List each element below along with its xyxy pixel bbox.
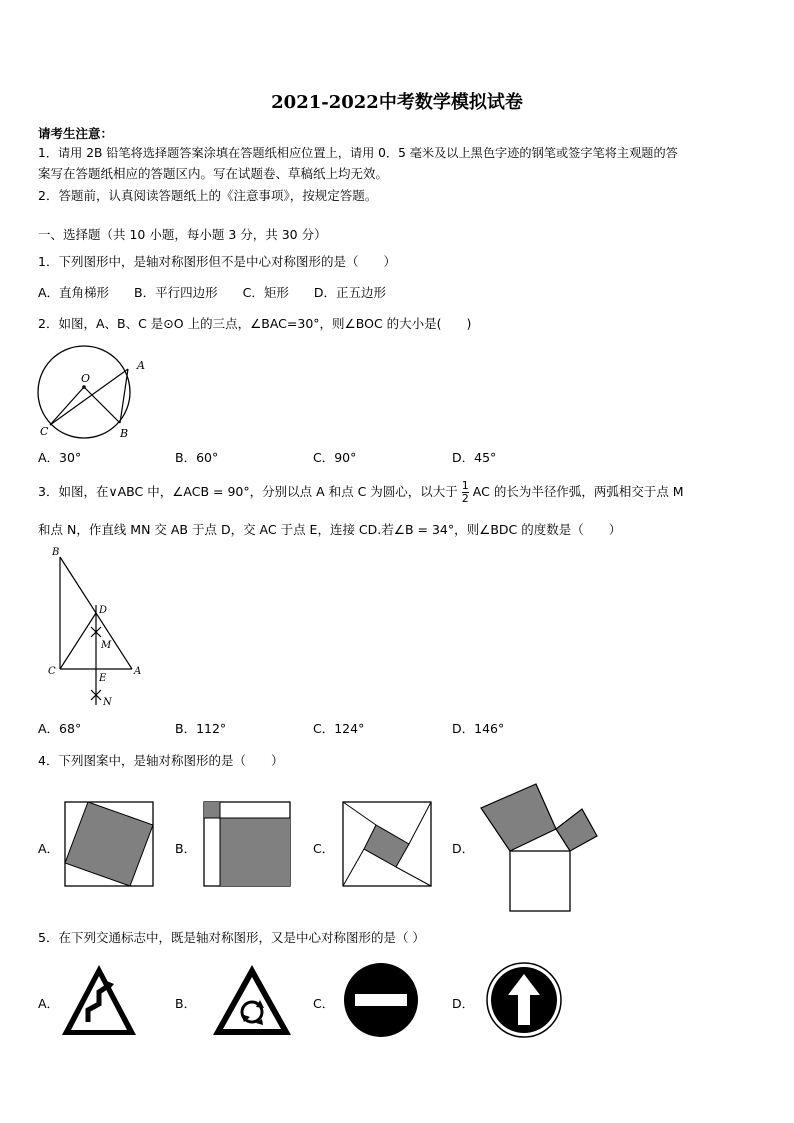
label-c: C — [40, 425, 49, 438]
label-o: O — [81, 372, 91, 385]
label-n: N — [103, 697, 112, 708]
notice-heading: 请考生注意： — [38, 126, 114, 141]
label-a: A — [134, 666, 142, 677]
circle-figure — [36, 345, 146, 440]
question-3-stem-line1 — [38, 476, 684, 508]
question-2-option-a: A．30° — [38, 450, 82, 465]
question-4-option-d: D． — [452, 841, 475, 856]
question-3-option-d: D．146° — [452, 721, 505, 736]
label-d: D — [99, 605, 108, 616]
label-b: B — [52, 547, 60, 558]
notice-line-1a: 1．请用 2B 铅笔将选择题答案涂填在答题纸相应位置上，请用 0．5 毫米及以上黑色字迹的钢笔或签字笔将主观题的答 — [38, 146, 678, 160]
question-5-option-b: B． — [175, 996, 197, 1011]
question-3-option-b: B．112° — [175, 721, 227, 736]
no-entry-sign-icon — [343, 962, 419, 1038]
question-5-option-a: A． — [38, 996, 60, 1011]
pattern-b-figure — [203, 801, 291, 887]
pattern-d-figure — [478, 778, 602, 914]
label-e: E — [99, 673, 107, 684]
winding-road-sign-icon — [60, 962, 138, 1038]
question-2-stem: 2．如图，A、B、C 是⊙O 上的三点，∠BAC=30°，则∠BOC 的大小是( ) — [38, 316, 472, 331]
question-3-stem-line2: 和点 N，作直线 MN 交 AB 于点 D，交 AC 于点 E，连接 CD.若∠B = 34°，则∠BDC 的度数是（ ） — [38, 522, 622, 537]
label-m: M — [101, 640, 112, 651]
question-4-option-a: A． — [38, 841, 60, 856]
notice-line-1b: 案写在答题纸相应的答题区内。写在试题卷、草稿纸上均无效。 — [38, 166, 389, 181]
label-a: A — [137, 359, 145, 372]
fraction-numerator: 1 — [461, 479, 469, 492]
notice-line-2: 2．答题前，认真阅读答题纸上的《注意事项》，按规定答题。 — [38, 188, 378, 203]
fraction-one-half — [462, 480, 469, 505]
question-3-stem-a: 3．如图，在∨ABC 中，∠ACB = 90°，分别以点 A 和点 C 为圆心，以大于 — [38, 484, 458, 499]
label-b: B — [120, 427, 129, 440]
question-2-option-d: D．45° — [452, 450, 497, 465]
question-4-option-b: B． — [175, 841, 197, 856]
label-c: C — [48, 666, 56, 677]
question-5-option-d: D． — [452, 996, 475, 1011]
question-3-option-a: A．68° — [38, 721, 82, 736]
question-3-stem-b: AC 的长为半径作弧，两弧相交于点 M — [472, 484, 684, 499]
question-5-option-c: C． — [313, 996, 335, 1011]
question-2-option-c: C．90° — [313, 450, 357, 465]
question-1-stem: 1．下列图形中，是轴对称图形但不是中心对称图形的是（ ） — [38, 254, 396, 269]
pattern-a-figure — [64, 801, 154, 887]
triangle-construction-figure — [40, 545, 150, 710]
section-heading: 一、选择题（共 10 小题，每小题 3 分，共 30 分） — [38, 227, 327, 242]
question-5-stem: 5．在下列交通标志中，既是轴对称图形，又是中心对称图形的是（ ） — [38, 930, 425, 945]
fraction-denominator: 2 — [461, 492, 469, 505]
question-4-option-c: C． — [313, 841, 335, 856]
question-1-options: A．直角梯形 B．平行四边形 C．矩形 D．正五边形 — [38, 285, 386, 300]
straight-ahead-sign-icon — [486, 962, 562, 1038]
page-title: 2021-2022中考数学模拟试卷 — [271, 92, 523, 113]
pattern-c-figure — [342, 801, 432, 887]
question-3-option-c: C．124° — [313, 721, 365, 736]
roundabout-sign-icon — [211, 962, 293, 1038]
question-2-option-b: B．60° — [175, 450, 219, 465]
question-4-stem: 4．下列图案中，是轴对称图形的是（ ） — [38, 753, 284, 768]
